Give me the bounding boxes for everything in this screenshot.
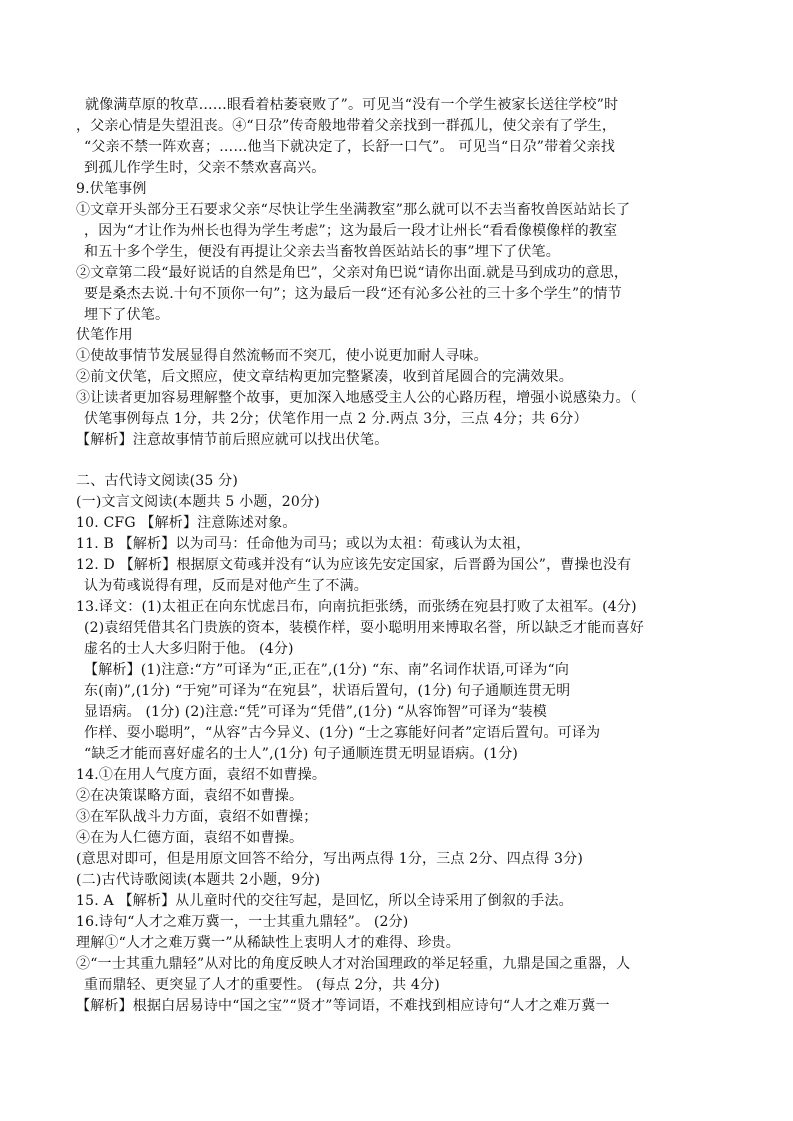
text-line: ，因为“才让作为州长也得为学生考虑”；这为最后一段才让州长“看看像模像样的教室 [84, 223, 618, 239]
text-line: 和五十多个学生，便没有再提让父亲去当畜牧兽医站站长的事”埋下了伏笔。 [84, 244, 560, 260]
text-line: 东(南)”,(1分) “于宛”可译为“在宛县”，状语后置句，(1分) 句子通顺连贯无明 [84, 683, 571, 699]
text-line: 要是桑杰去说.十句不顶你一句”；这为最后一段“还有沁多公社的三十多个学生”的情节 [84, 286, 622, 302]
text-line: 到孤儿作学生时，父亲不禁欢喜高兴。 [84, 160, 326, 176]
text-line: ，父亲心情是失望沮丧。④“日尕”传奇般地带着父亲找到一群孤儿，使父亲有了学生， [76, 118, 617, 134]
text-line: (一)文言文阅读(本题共 5 小题，20分) [76, 494, 320, 510]
text-line: 就像满草原的牧草……眼看着枯萎衰败了”。可见当“没有一个学生被家长送往学校”时 [85, 97, 619, 113]
text-line: ④在为人仁德方面，袁绍不如曹操。 [76, 830, 304, 846]
text-line: 12. D 【解析】根据原文荀彧并没有“认为应该先安定国家，后晋爵为国公”，曹操也没有 [76, 557, 632, 573]
text-line: 虚名的士人大多归附于他。 (4分) [84, 641, 294, 657]
text-line: ①文章开头部分王石要求父亲“尽快让学生坐满教室”那么就可以不去当畜牧兽医站站长了 [76, 202, 631, 218]
text-line: 重而鼎轻、更突显了人才的重要性。 (每点 2分，共 4分) [84, 977, 440, 993]
text-line: 13.译文：(1)太祖正在向东忧虑吕布，向南抗拒张绣，而张绣在宛县打败了太祖军。(4分) [76, 599, 637, 615]
text-line: 14.①在用人气度方面，袁绍不如曹操。 [76, 767, 327, 783]
text-line: 认为荀彧说得有理，反而是对他产生了不满。 [84, 578, 368, 594]
text-line: “缺乏才能而喜好虚名的士人”,(1分) 句子通顺连贯无明显语病。(1分) [84, 746, 519, 762]
text-line: ②“一士其重九鼎轻”从对比的角度反映人才对治国理政的举足轻重，九鼎是国之重器，人 [76, 956, 631, 972]
text-line: 【解析】根据白居易诗中“国之宝”“贤才”等词语，不难找到相应诗句“人才之难万冀一 [76, 998, 610, 1014]
text-line: 作样、耍小聪明”，“从容”古今异义、(1分) “士之寡能好问者”定语后置句。可译为 [84, 725, 601, 741]
text-line: (二)古代诗歌阅读(本题共 2小题，9分) [76, 872, 321, 888]
text-line: 二、古代诗文阅读(35 分) [76, 473, 238, 489]
text-line: 伏笔作用 [76, 327, 133, 343]
text-line: ②在决策谋略方面，袁绍不如曹操。 [76, 788, 304, 804]
text-line: “父亲不禁一阵欢喜；……他当下就决定了，长舒一口气”。 可见当“日尕”带着父亲找 [84, 139, 616, 155]
text-line: 10. CFG 【解析】注意陈述对象。 [76, 515, 297, 531]
text-line: 埋下了伏笔。 [84, 307, 170, 323]
text-line: 显语病。 (1分) (2)注意:“凭”可译为“凭借”,(1分) “从容饰智”可译为“装模 [84, 704, 547, 720]
text-line: 【解析】注意故事情节前后照应就可以找出伏笔。 [76, 432, 389, 448]
text-line: ③在军队战斗力方面，袁绍不如曹操； [76, 809, 318, 825]
text-line: ②文章第二段“最好说话的自然是角巴”，父亲对角巴说“请你出面.就是马到成功的意思， [76, 265, 629, 281]
text-line: 16.诗句“人才之难万冀一，一士其重九鼎轻”。 (2分) [76, 914, 409, 930]
text-line: 11. B 【解析】以为司马：任命他为司马；或以为太祖：荀彧认为太祖， [76, 536, 531, 552]
text-line: 【解析】(1)注意:“方”可译为“正,正在”,(1分) “东、南”名词作状语,可译为“向 [84, 662, 570, 678]
text-line: 理解①“人才之难万冀一”从稀缺性上衷明人才的难得、珍贵。 [76, 935, 460, 951]
text-line: 15. A 【解析】从儿童时代的交往写起，是回忆，所以全诗采用了倒叙的手法。 [76, 893, 573, 909]
text-line: 伏笔事例每点 1分，共 2分；伏笔作用一点 2 分.两点 3分，三点 4分；共 6分） [84, 411, 588, 427]
text-line: 9.伏笔事例 [76, 181, 147, 197]
text-line: ②前文伏笔，后文照应，使文章结构更加完整紧凑，收到首尾圆合的完满效果。 [76, 369, 573, 385]
text-line: ①使故事情节发展显得自然流畅而不突兀，使小说更加耐人寻味。 [76, 348, 488, 364]
text-line: ③让读者更加容易理解整个故事，更加深入地感受主人公的心路历程，增强小说感染力。（ [76, 390, 637, 406]
text-line: (意思对即可，但是用原文回答不给分，写出两点得 1分，三点 2分、四点得 3分) [76, 851, 583, 867]
text-line: (2)袁绍凭借其名门贵族的资本，装模作样，耍小聪明用来博取名誉，所以缺乏才能而喜好 [84, 620, 645, 636]
